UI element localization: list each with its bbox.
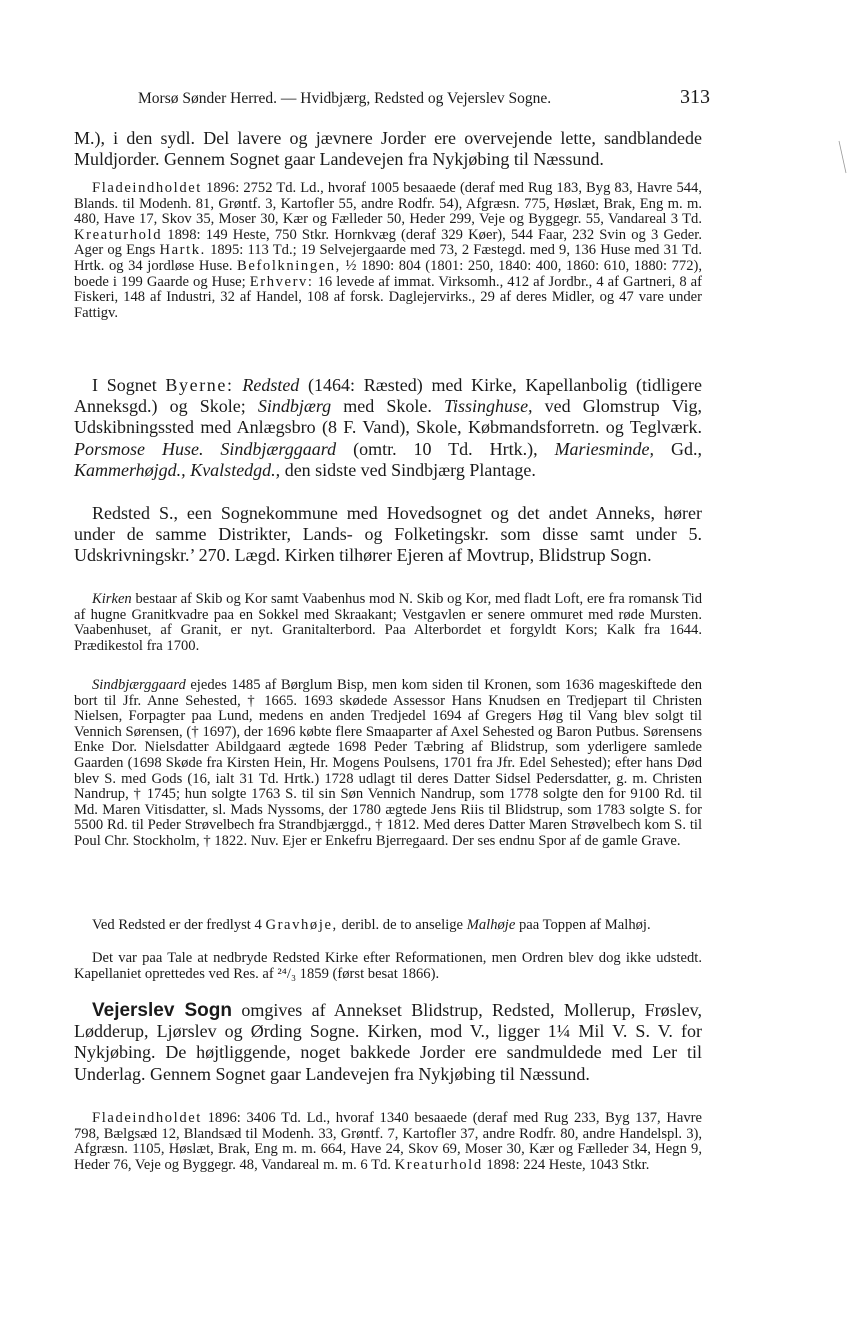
paragraph-sindbjaerggaard-history: Sindbjærggaard ejedes 1485 af Børglum Bisp, men kom siden til Kronen, som 1636 mageskiftede den bort til Jfr. Anne Sehested, † 1665. 1693 skødede Assessor Hans Knudsen en Tredjepart til Christen Nielsen, Forpagter paa Lund, medens en anden Tredjedel 1694 af Gregers Høg til Vang blev solgt til Vennich Sørensen, († 1697), der 1696 købte flere Smaaparter af Axel Sehested og Baron Putbus. Sørensens Enke Dor. Nielsdatter Abildgaard ægtede 1698 Peder Tæbring af Blidstrup, som yderligere samlede Gaarden (1698 Skøde fra Kirsten Hein, Hr. Mogens Poulsens, 1701 fra Jfr. Edel Sehested); efter hans Død blev S. med Gods (16, ialt 31 Td. Hrtk.) 1728 udlagt til deres Datter Sidsel Pedersdatter, g. m. Christen Nandrup, † 1745; hun solgte 1763 S. til sin Søn Vennich Nandrup, som 1778 solgte den for 9100 Rd. til Md. Maren Vitisdatter, sl. Mads Nyssoms, der 1780 ægtede Jens Riis til Blidstrup, som 1783 solgte S. for 5500 Rd. til Peder Strøvelbech fra Strandbjærggd., † 1812. Med deres Datter Maren Strøvelbech kom S. til Poul Chr. Stockholm, † 1822. Nuv. Ejer er Enkefru Bjerregaard. Der ses endnu Spor af de gamle Grave.	[74, 677, 702, 849]
page-number: 313	[680, 86, 710, 108]
paragraph-church: Kirken bestaar af Skib og Kor samt Vaabenhus mod N. Skib og Kor, med fladt Loft, ere fra romansk Tid af hugne Granitkvadre paa en Sokkel med Skraakant; Vestgavlen er senere ommuret med røde Mursten. Vaabenhuset, af Granit, er nyt. Granitalterbord. Paa Alterbordet et forgyldt Kors; Kalk fra 1644. Prædikestol fra 1700.	[74, 591, 702, 654]
paragraph-redsted-villages: I Sognet Byerne: Redsted (1464: Ræsted) med Kirke, Kapellanbolig (tidligere Anneksgd.) og Skole; Sindbjærg med Skole. Tissinghuse, ved Glomstrup Vig, Udskibningssted med Anlægsbro (8 F. Vand), Skole, Købmandsforretn. og Teglværk. Porsmose Huse. Sindbjærggaard (omtr. 10 Td. Hrtk.), Mariesminde, Gd., Kammerhøjgd., Kvalstedgd., den sidste ved Sindbjærg Plantage.	[74, 375, 703, 480]
section-title-vejerslev-sogn: Vejerslev Sogn	[92, 1000, 232, 1021]
place-tissinghuse: Tissinghuse,	[444, 396, 533, 417]
term-befolkningen: Befolkningen,	[237, 257, 341, 274]
term-erhverv: Erhverv:	[249, 273, 314, 290]
paragraph-redsted-administration: Redsted S., een Sognekommune med Hovedsognet og det andet Anneks, hører under de samme Distrikter, Lands- og Folketingskr. som disse samt under 5. Udskrivningskr.’ 270. Lægd. Kirken tilhører Ejeren af Movtrup, Blidstrup Sogn.	[74, 503, 702, 566]
place-kvalstedgd: Kvalstedgd.,	[190, 459, 281, 480]
paragraph-vejerslev-statistics: Fladeindholdet 1896: 3406 Td. Ld., hvoraf 1340 besaaede (deraf med Rug 233, Byg 137, Havre 798, Bælgsæd 12, Blandsæd til Modenh. 33, Grøntf. 7, Kartofler 37, andre Rodfr. 80, andre Handelspl. 3), Afgræsn. 1105, Høslæt, Brak, Eng m. m. 664, Have 24, Skov 69, Moser 30, Kær og Fælleder 34, Hegn 9, Heder 76, Veje og Byggegr. 48, Vandareal m. m. 6 Td. Kreaturhold 1898: 224 Heste, 1043 Stkr.	[74, 1110, 702, 1173]
term-sindbjaerggaard: Sindbjærggaard	[92, 677, 186, 693]
paragraph-burial-mounds: Ved Redsted er der fredlyst 4 Gravhøje, deribl. de to anselige Malhøje paa Toppen af Malhøj.	[92, 917, 651, 933]
term-kreaturhold: Kreaturhold	[394, 1156, 483, 1173]
term-fladeindholdet: Fladeindholdet	[92, 180, 202, 196]
place-mariesminde: Mariesminde,	[554, 438, 655, 459]
term-gravhoje: Gravhøje,	[265, 917, 338, 933]
place-redsted: Redsted	[242, 375, 300, 395]
term-fladeindholdet: Fladeindholdet	[92, 1110, 202, 1126]
place-sindbjaerg: Sindbjærg	[257, 396, 332, 417]
paragraph-redsted-soil	[74, 128, 702, 170]
term-byerne: Byerne:	[165, 375, 234, 395]
term-hartkorn: Hartk.	[159, 242, 206, 259]
paragraph-vejerslev-sogn: Vejerslev Sogn omgives af Annekset Blidstrup, Redsted, Mollerup, Frøslev, Lødderup, Ljørslev og Ørding Sogne. Kirken, mod V., ligger 1¼ Mil V. S. V. for Nykjøbing. De højtliggende, noget bakkede Jorder ere sandmuldede med Ler til Underlag. Gennem Sognet gaar Landevejen fra Nykjøbing til Næssund.	[74, 1000, 702, 1084]
term-kreaturhold: Kreaturhold	[74, 226, 163, 243]
running-title: Morsø Sønder Herred. — Hvidbjærg, Redsted og Vejerslev Sogne.	[138, 90, 552, 107]
margin-mark	[838, 140, 848, 174]
place-porsmose-huse: Porsmose Huse.	[74, 438, 204, 459]
page-header	[138, 86, 710, 114]
place-sindbjaerggaard: Sindbjærggaard	[220, 438, 337, 459]
paragraph-reformation-note: Det var paa Tale at nedbryde Redsted Kirke efter Reformationen, men Ordren blev dog ikke udstedt. Kapellaniet oprettedes ved Res. af ²⁴/₃ 1859 (først besat 1866).	[74, 950, 702, 982]
place-kammerhojgd: Kammerhøjgd.,	[74, 459, 186, 480]
paragraph-redsted-statistics: Fladeindholdet 1896: 2752 Td. Ld., hvoraf 1005 besaaede (deraf med Rug 183, Byg 83, Havre 544, Blands. til Modenh. 81, Grøntf. 3, Kartofler 55, andre Rodfr. 54), Afgræsn. 775, Høslæt, Brak, Eng m. m. 480, Have 17, Skov 35, Moser 30, Kær og Fælleder 50, Heder 299, Veje og Byggegr. 55, Vandareal 3 Td. Kreaturhold 1898: 149 Heste, 750 Stkr. Hornkvæg (deraf 329 Køer), 544 Faar, 232 Svin og 3 Geder. Ager og Engs Hartk. 1895: 113 Td.; 19 Selvejergaarde med 73, 2 Fæstegd. med 9, 136 Huse med 31 Td. Hrtk. og 34 jordløse Huse. Befolkningen, ½ 1890: 804 (1801: 250, 1840: 400, 1860: 610, 1880: 772), boede i 199 Gaarde og Huse; Erhverv: 16 levede af immat. Virksomh., 412 af Jordbr., 4 af Gartneri, 8 af Fiskeri, 148 af Industri, 32 af Handel, 108 af forsk. Daglejervirks., 29 af deres Midler, og 47 vare under Fattigv.	[74, 180, 702, 321]
term-malhoje: Malhøje	[466, 917, 516, 933]
paragraph-text: M.), i den sydl. Del lavere og jævnere Jorder ere overvejende lette, sandblandede Muldjorder. Gennem Sognet gaar Landevejen fra Nykjøbing til Næssund.	[74, 128, 702, 170]
term-kirken: Kirken	[92, 591, 132, 607]
